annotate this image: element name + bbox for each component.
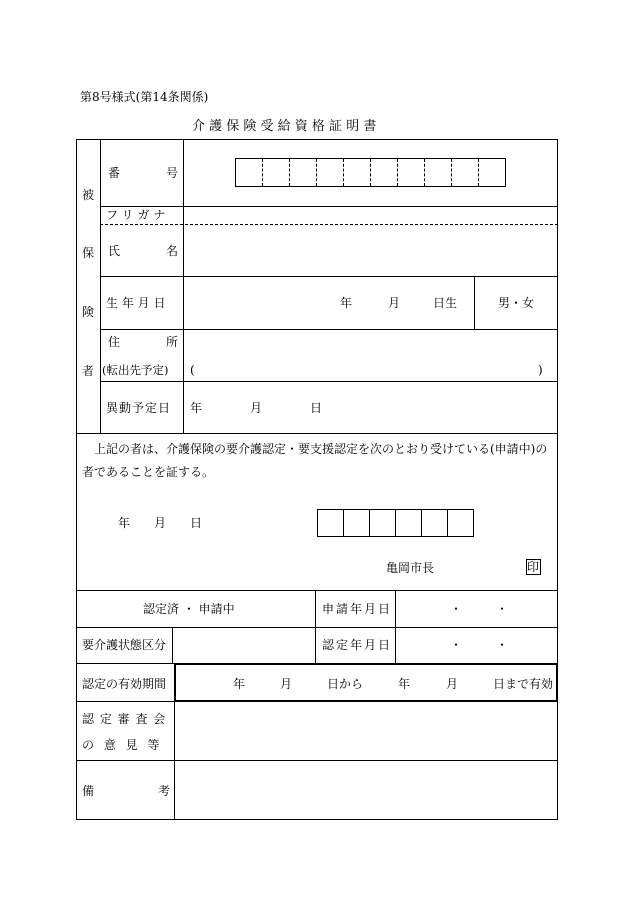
outer-left-border [76,139,77,820]
validity-to-day: 日まで有効 [493,677,554,691]
number-digit-sep [424,159,425,186]
side-label-hi: 被 [82,188,95,202]
name-field[interactable] [184,225,557,275]
number-digit-sep [370,159,371,186]
cert-date-month: 月 [154,516,167,530]
status-date-divider [395,590,396,664]
cert-date-sep-1: ・ [450,638,463,652]
seal-char: 印 [527,560,540,574]
furigana-label: フリガナ [106,208,170,222]
name-label-shi: 氏 [108,244,121,258]
number-digit-sep [478,159,479,186]
furigana-field[interactable] [184,207,557,223]
sex-divider [474,276,475,329]
number-digit-sep [343,159,344,186]
birth-label: 生 年 月 日 [106,296,166,310]
number-label-go: 号 [166,166,179,180]
address-field[interactable] [198,360,534,378]
address-paren-open: ( [190,363,195,377]
number-digit-sep [262,159,263,186]
outer-bottom-border [76,819,558,820]
validity-from-day: 日から [327,677,364,691]
statement-line-1: 上記の者は、介護保険の要介護認定・要支援認定を次のとおり受けている(申請中)の [94,442,548,456]
remarks-field[interactable] [175,761,557,818]
remarks-label-bi: 備 [82,784,95,798]
address-label-ju: 住 [108,335,121,349]
validity-from-month: 月 [280,677,293,691]
apply-date-label: 申請年月日 [322,602,393,616]
issuer-code-sep [447,509,448,537]
address-paren-close: ) [538,363,543,377]
transfer-label: (転出先予定) [102,363,169,377]
issuer-code-sep [369,509,370,537]
move-day-unit: 日 [310,401,323,415]
move-date-field[interactable] [184,382,557,432]
row-divider-birth [100,329,558,330]
cert-date-sep-2: ・ [496,638,509,652]
sex-options[interactable]: 男・女 [498,296,535,310]
birth-day-unit: 日生 [433,296,458,310]
move-month-unit: 月 [250,401,263,415]
insured-side-divider [100,139,101,433]
issuer-code-sep [421,509,422,537]
cert-date-year: 年 [118,516,131,530]
committee-opinion-field[interactable] [175,702,557,759]
cert-date-label: 認定年月日 [322,638,393,652]
side-label-ken: 険 [82,305,95,319]
care-level-label: 要介護状態区分 [82,638,167,652]
number-label-ban: 番 [108,166,121,180]
insured-section-bottom [76,433,558,434]
name-label-mei: 名 [166,244,179,258]
committee-label-1: 認 定 審 査 会 [82,712,167,726]
validity-to-year: 年 [398,677,411,691]
form-number-label: 第8号様式(第14条関係) [80,90,209,104]
move-date-label: 異動予定日 [106,401,172,415]
issuer-code-sep [343,509,344,537]
apply-date-sep-2: ・ [496,602,509,616]
status-top-line [76,590,558,591]
status-row-2-line [76,627,558,628]
number-digit-sep [289,159,290,186]
side-label-sha: 者 [82,364,95,378]
apply-date-sep-1: ・ [450,602,463,616]
side-label-ho: 保 [82,246,95,260]
number-digit-sep [397,159,398,186]
status-options[interactable]: 認定済 ・ 申請中 [143,602,235,616]
outer-top-border [76,139,558,140]
outer-right-border [557,139,558,820]
address-label-sho: 所 [166,335,179,349]
remarks-label-ko: 考 [158,784,171,798]
form-title: 介 護 保 険 受 給 資 格 証 明 書 [192,119,377,134]
number-digit-sep [451,159,452,186]
issuer-code-sep [395,509,396,537]
number-digit-sep [316,159,317,186]
validity-label: 認定の有効期間 [82,677,167,691]
birth-year-unit: 年 [340,296,353,310]
validity-to-month: 月 [446,677,459,691]
care-level-field[interactable] [173,628,314,662]
mayor-title: 亀岡市長 [386,561,435,575]
validity-from-year: 年 [233,677,246,691]
move-year-unit: 年 [190,401,203,415]
birth-date-field[interactable] [184,277,473,328]
statement-line-2: 者であることを証する。 [82,465,215,479]
birth-month-unit: 月 [388,296,401,310]
cert-date-day: 日 [190,516,203,530]
status-mid-divider [315,590,316,664]
committee-label-2: の 意 見 等 [82,738,163,752]
